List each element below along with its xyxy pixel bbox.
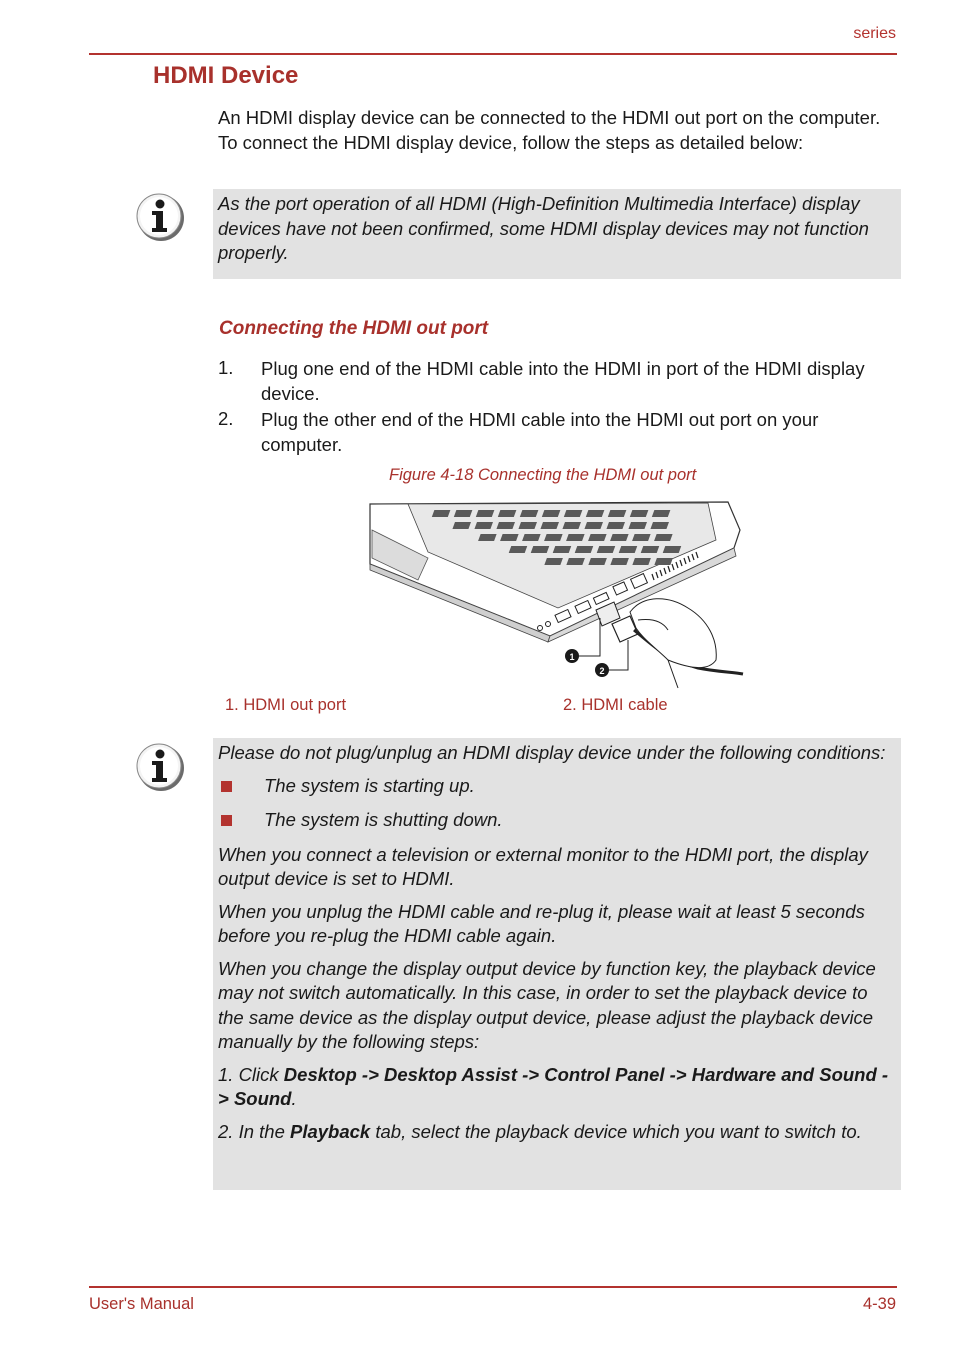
step-text: Plug the other end of the HDMI cable into the HDMI out port on your computer. [261, 409, 819, 455]
bullet-text: The system is starting up. [264, 774, 475, 796]
note-bullet [218, 774, 895, 799]
section-title: HDMI Device [153, 62, 299, 89]
figure-legend-hdmi-out-port: 1. HDMI out port [225, 696, 347, 714]
header-rule [89, 53, 897, 55]
menu-path: Desktop -> Desktop Assist -> Control Panel -> Hardware and Sound -> Sound [218, 1063, 889, 1109]
step-number: 1. [218, 357, 234, 378]
info-icon [136, 742, 186, 792]
footer-rule [89, 1286, 897, 1288]
note-paragraph: When you change the display output device by function key, the playback device may not switch automatically. In this case, in order to set the playback device to the same device as the display output device, please adjust the playback device manually by the following steps: [218, 957, 876, 1052]
callout-1-label: 1 [569, 652, 575, 662]
callout-2-label: 2 [599, 666, 605, 676]
laptop-hdmi-illustration [368, 500, 748, 690]
page-number: 4-39 [862, 1295, 896, 1313]
footer-manual-title: User's Manual [89, 1295, 194, 1313]
note-bullet [218, 808, 895, 833]
bullet-square-icon [221, 815, 232, 826]
info-icon [136, 192, 186, 242]
note-paragraph: When you connect a television or external monitor to the HDMI port, the display output device is set to HDMI. [218, 843, 868, 889]
bullet-text: The system is shutting down. [264, 809, 503, 830]
intro-paragraph: An HDMI display device can be connected to the HDMI out port on the computer. To connect the HDMI display device, follow the steps as detailed below: [218, 107, 881, 153]
running-title: series [853, 25, 896, 42]
note-step-2: 2. In the Playback tab, select the playback device which you want to switch to. [218, 1120, 862, 1142]
note-intro: Please do not plug/unplug an HDMI display device under the following conditions: [218, 742, 886, 763]
step-number: 2. [218, 408, 234, 429]
note-paragraph: When you unplug the HDMI cable and re-plug it, please wait at least 5 seconds before you re-plug the HDMI cable again. [218, 900, 865, 946]
note-box-plug-warning [213, 738, 901, 1190]
step-text: Plug one end of the HDMI cable into the HDMI in port of the HDMI display device. [261, 358, 865, 404]
bullet-square-icon [221, 781, 232, 792]
subsection-title: Connecting the HDMI out port [219, 318, 489, 339]
tab-name: Playback [290, 1120, 371, 1142]
figure-legend-hdmi-cable: 2. HDMI cable [563, 696, 668, 714]
figure-caption: Figure 4-18 Connecting the HDMI out port [389, 466, 697, 484]
note-text: As the port operation of all HDMI (High-Definition Multimedia Interface) display devices have not been confirmed, some HDMI display devices may not function properly. [218, 193, 869, 263]
note-box-compatibility [213, 189, 901, 279]
note-step-1: 1. Click Desktop -> Desktop Assist -> Control Panel -> Hardware and Sound -> Sound. [218, 1063, 889, 1109]
